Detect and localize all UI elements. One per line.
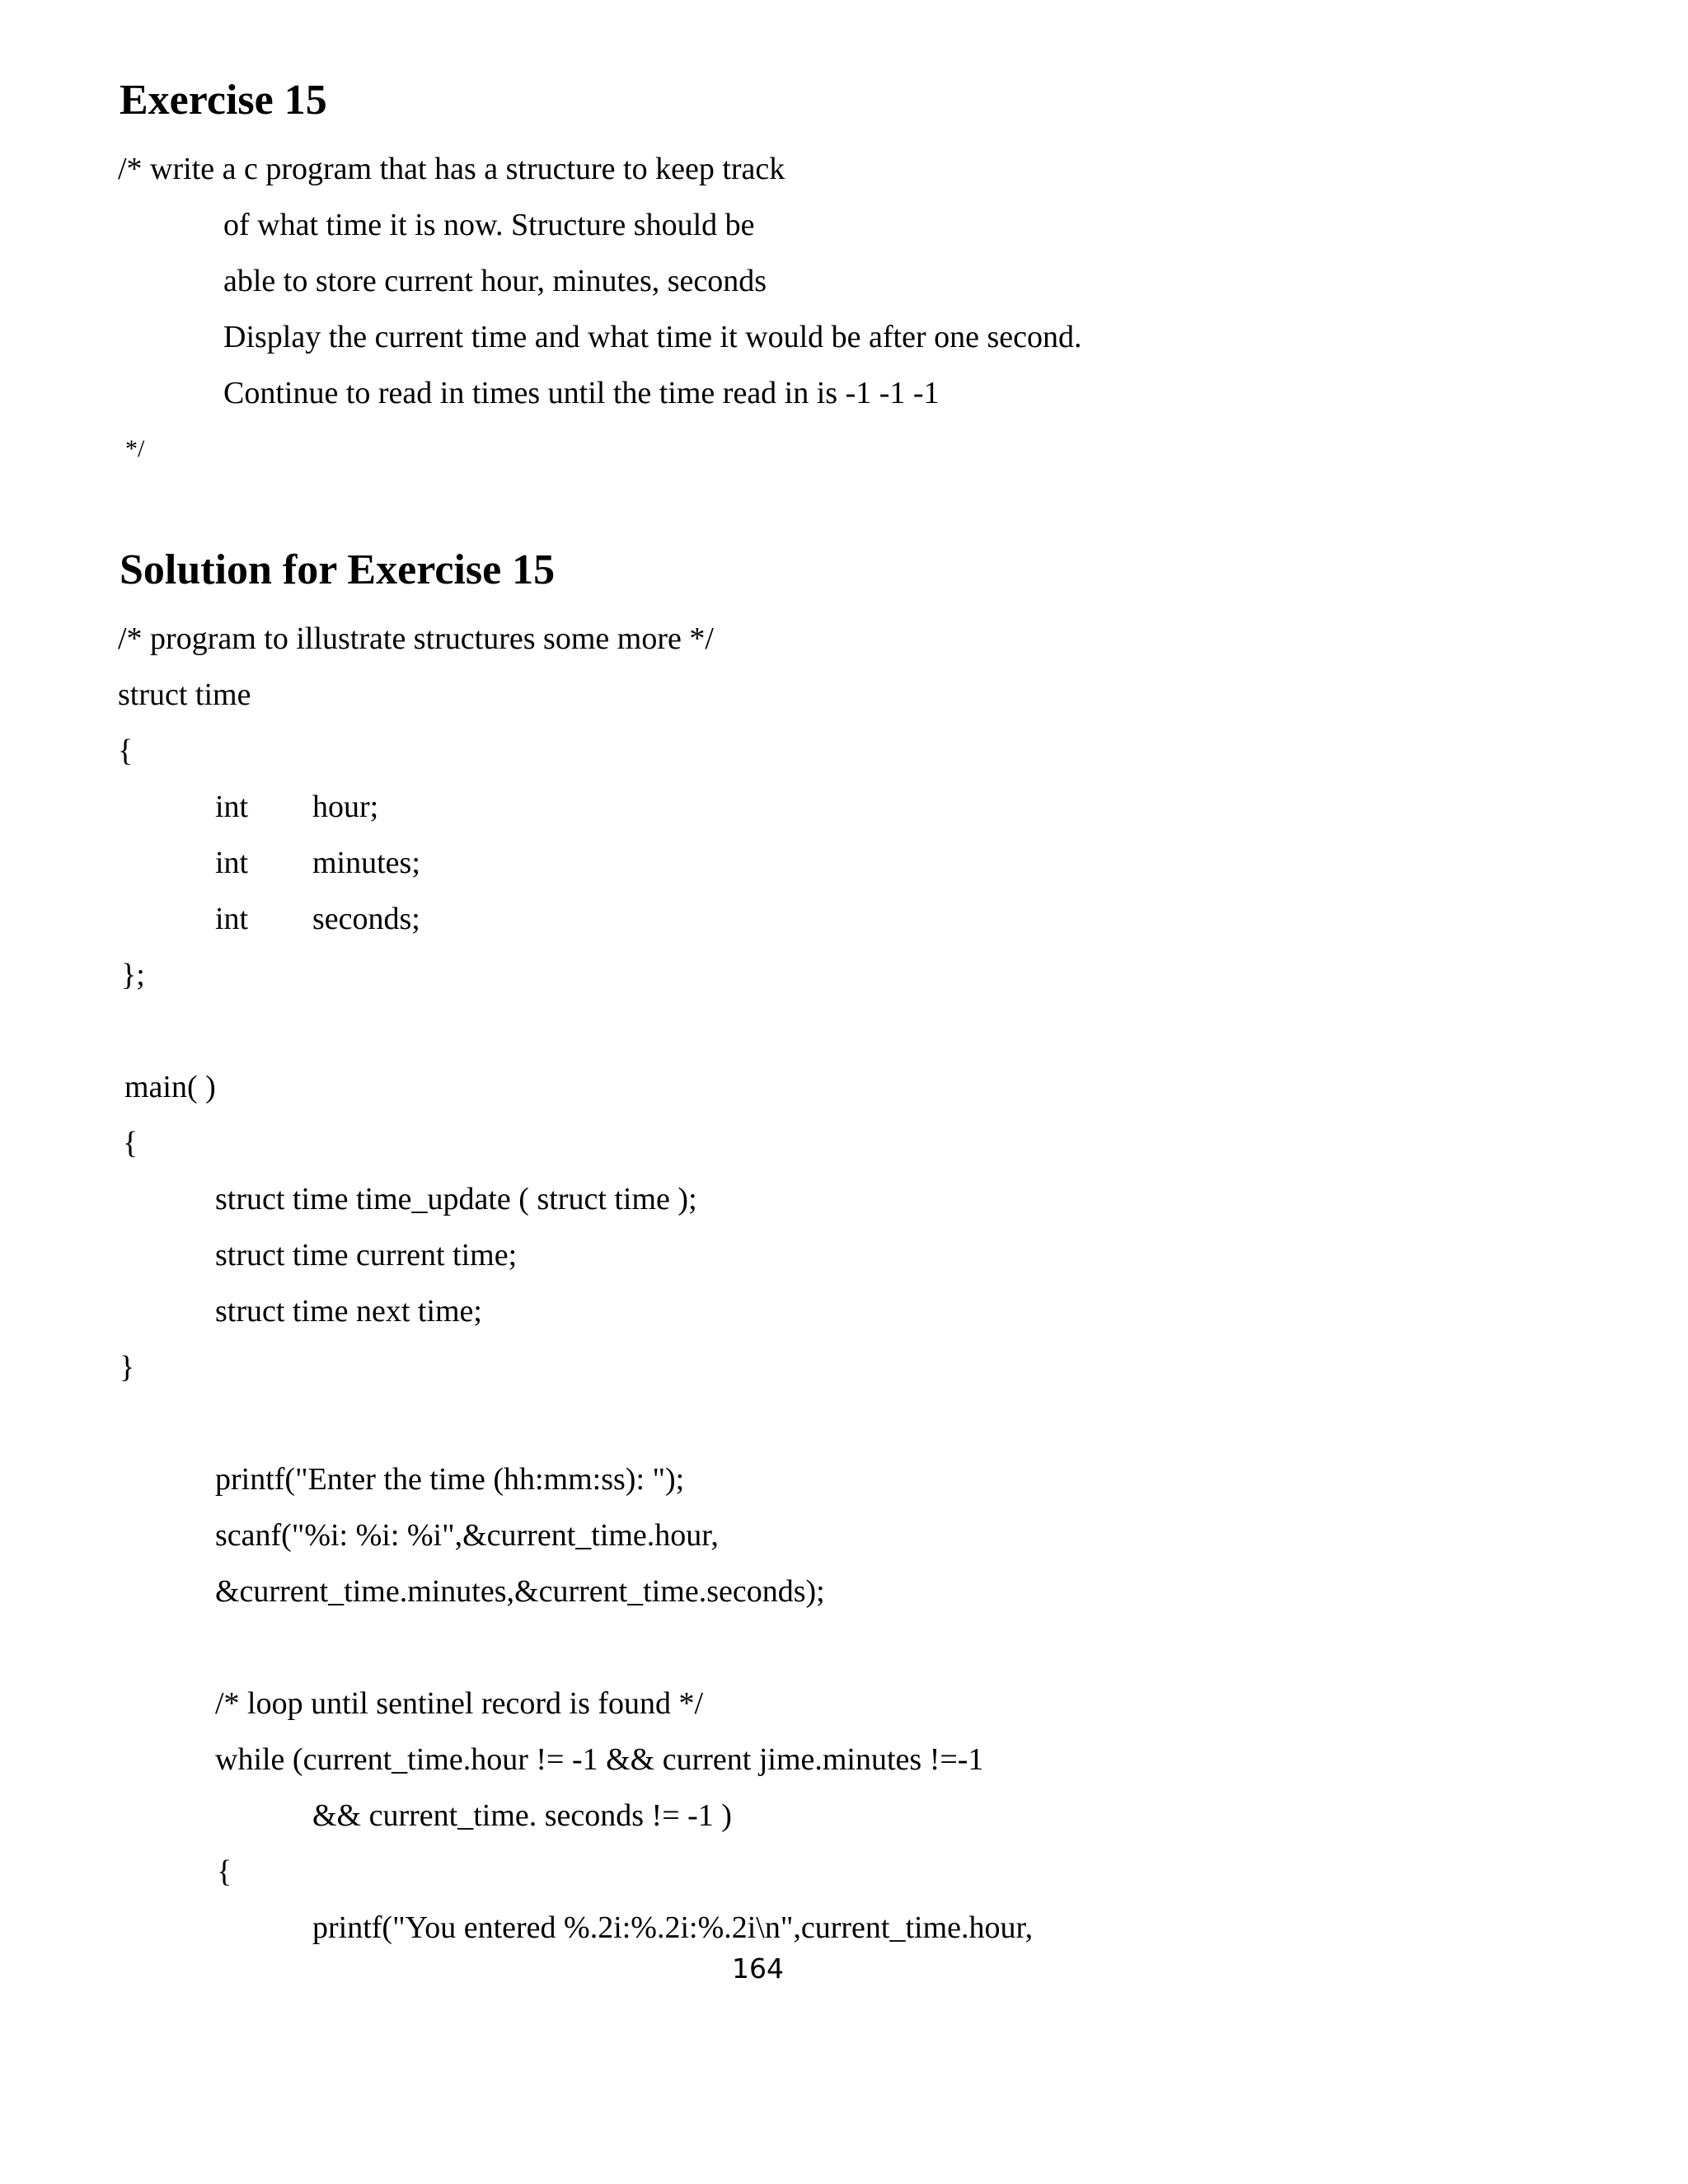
code-line: minutes; (312, 846, 420, 880)
code-line: } (120, 1350, 135, 1385)
code-line: struct time current time; (215, 1238, 518, 1272)
exercise-title: Exercise 15 (120, 77, 327, 124)
code-line: { (217, 1854, 232, 1889)
code-line: int (215, 846, 249, 880)
code-line: && current_time. seconds != -1 ) (312, 1798, 732, 1833)
code-line: int (215, 790, 249, 824)
exercise-line: of what time it is now. Structure should be (223, 208, 755, 242)
code-line: /* loop until sentinel record is found */ (215, 1686, 704, 1721)
code-line: printf("Enter the time (hh:mm:ss): "); (215, 1462, 685, 1497)
code-line: scanf("%i: %i: %i",&current_time.hour, (215, 1518, 719, 1553)
code-line: hour; (312, 790, 379, 824)
code-line: { (118, 733, 134, 768)
exercise-line: able to store current hour, minutes, seconds (223, 264, 767, 298)
code-line: main( ) (124, 1070, 216, 1104)
exercise-line: Continue to read in times until the time read in is -1 -1 -1 (223, 376, 940, 410)
code-line: struct time (118, 677, 251, 712)
exercise-line: */ (125, 435, 145, 462)
code-line: }; (121, 958, 145, 992)
code-line: seconds; (312, 902, 420, 936)
code-line: struct time next time; (215, 1294, 482, 1329)
code-line: &current_time.minutes,&current_time.seconds); (215, 1574, 825, 1609)
code-line: { (123, 1126, 138, 1160)
exercise-line: Display the current time and what time it would be after one second. (223, 320, 1082, 354)
code-line: /* program to illustrate structures some more */ (118, 621, 714, 656)
code-line: int (215, 902, 249, 936)
code-line: while (current_time.hour != -1 && current jime.minutes !=-1 (215, 1742, 984, 1777)
page-number: 164 (732, 1952, 784, 1985)
code-line: printf("You entered %.2i:%.2i:%.2i\n",current_time.hour, (312, 1910, 1034, 1945)
exercise-line: /* write a c program that has a structure to keep track (118, 152, 785, 186)
solution-title: Solution for Exercise 15 (120, 546, 556, 593)
code-line: struct time time_update ( struct time ); (215, 1182, 697, 1216)
